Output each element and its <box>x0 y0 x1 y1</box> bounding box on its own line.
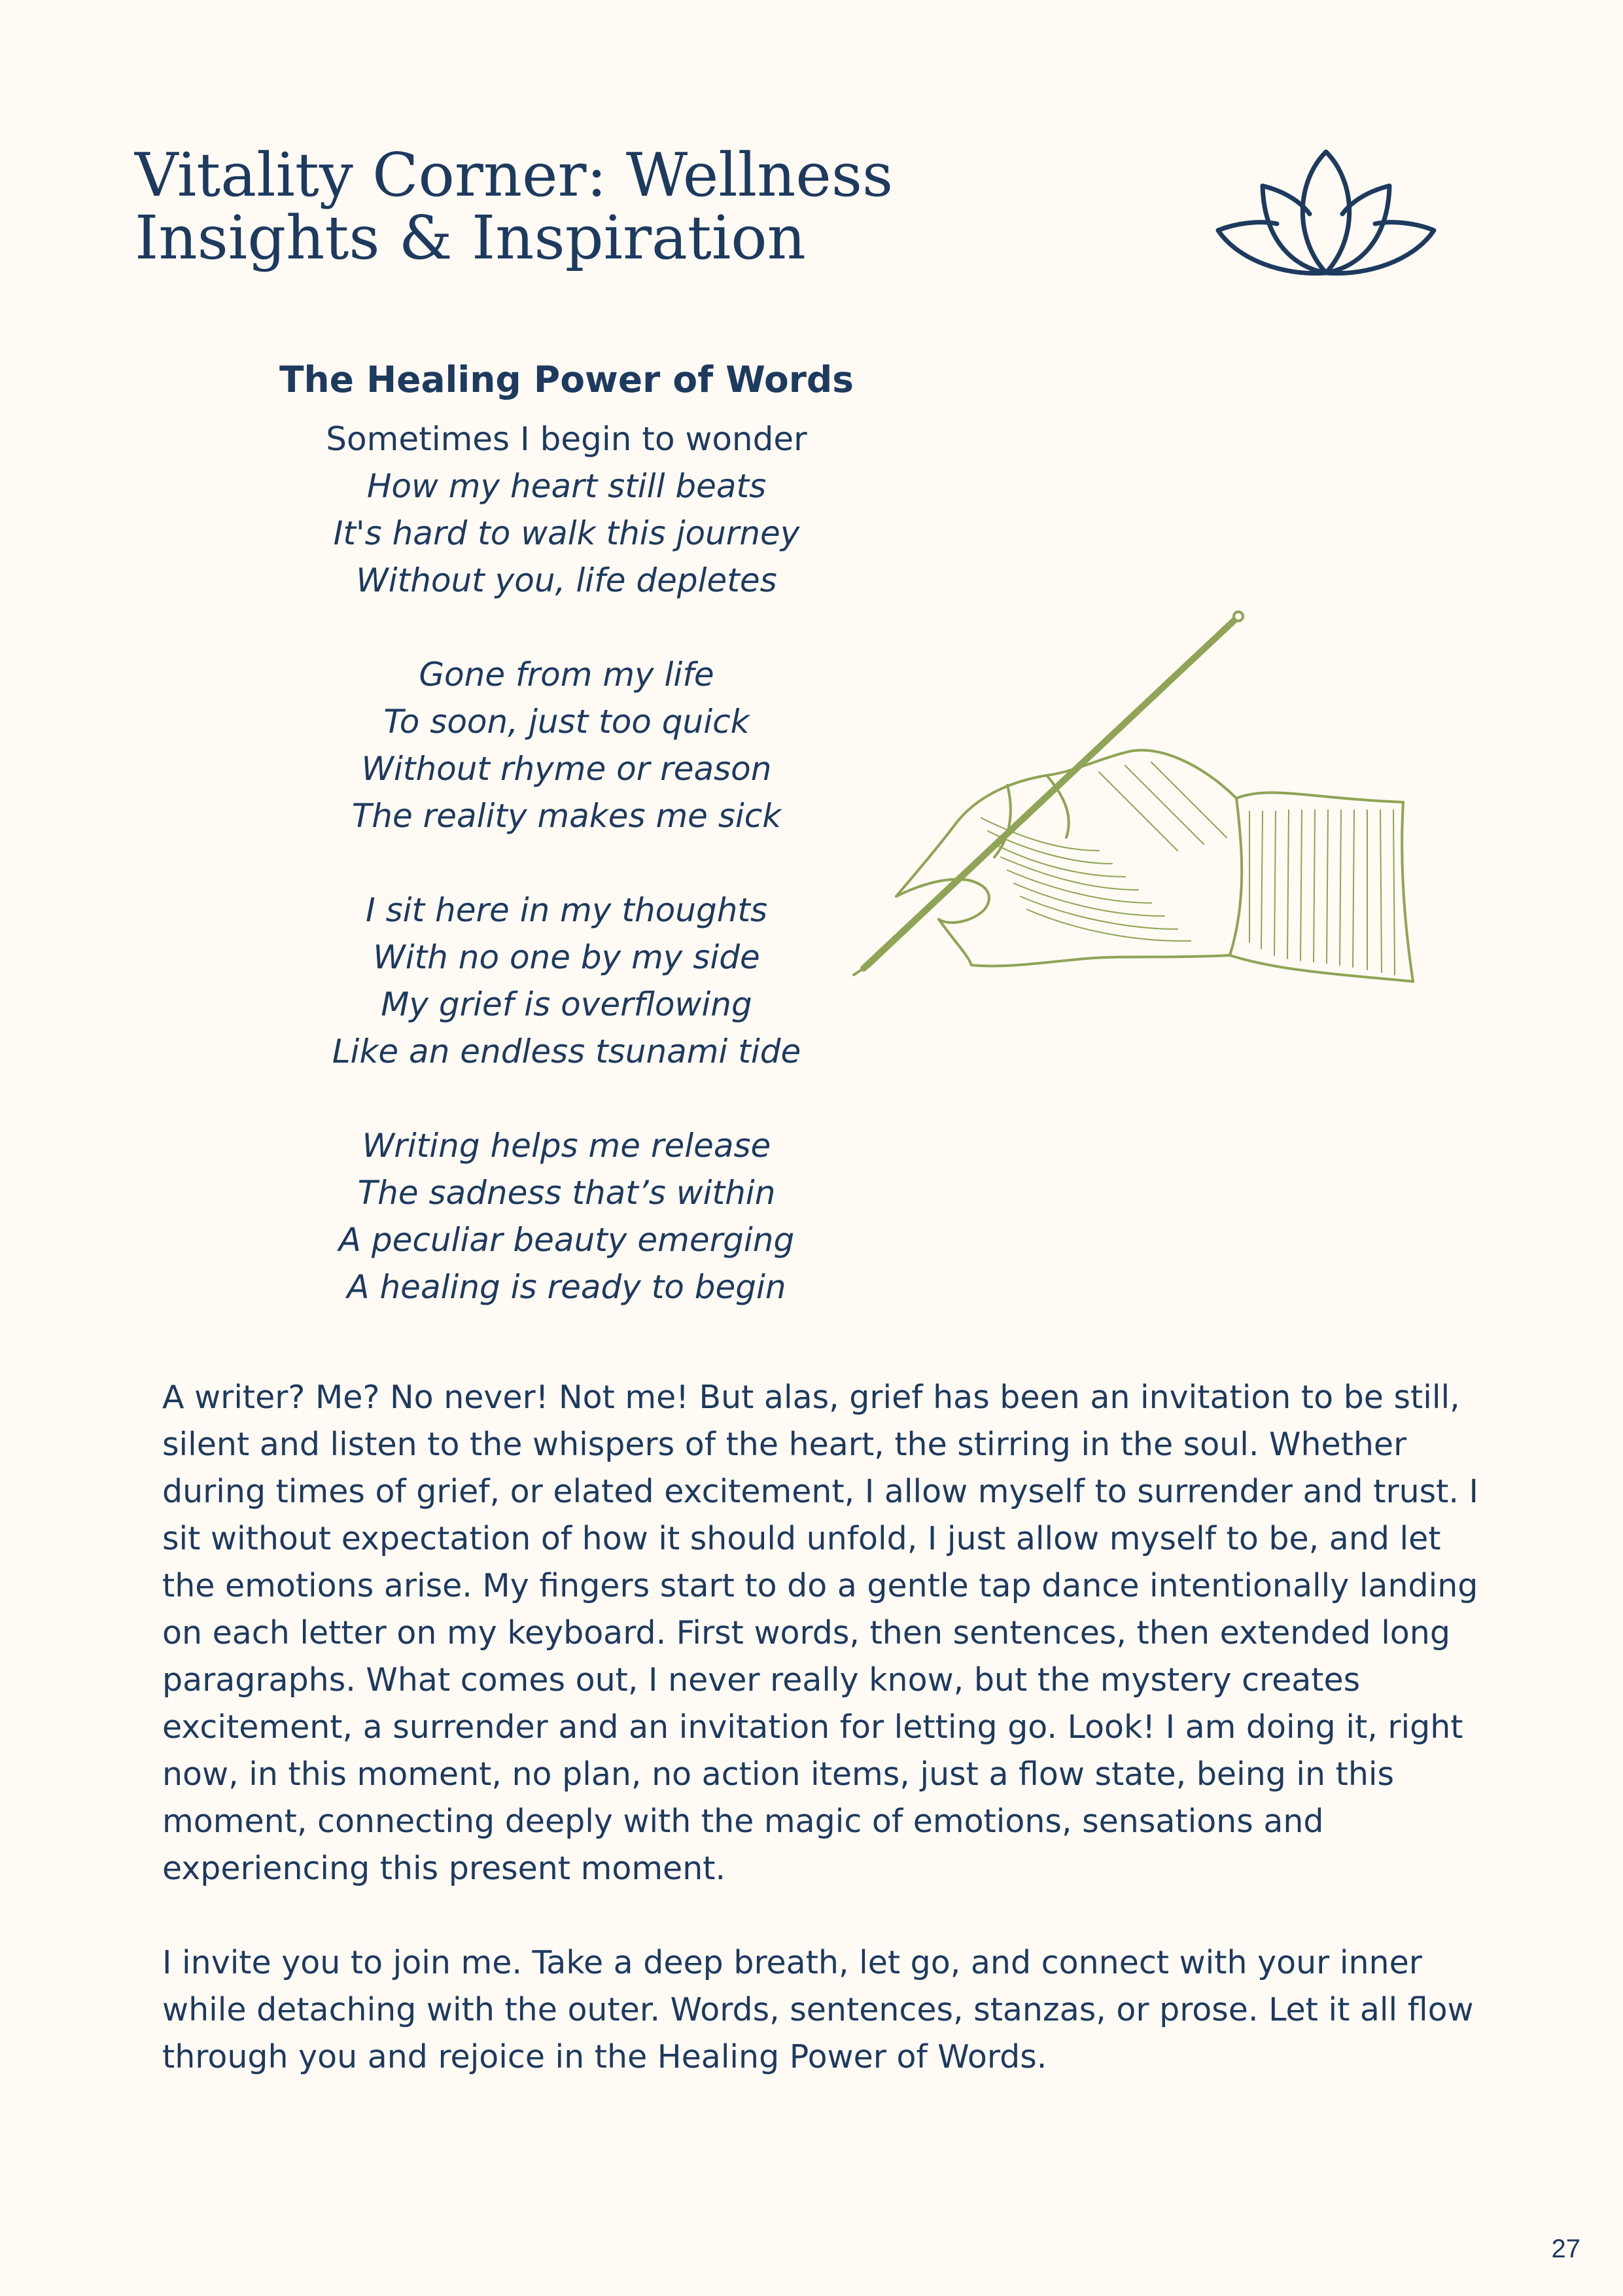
poem-line: To soon, just too quick <box>383 703 750 741</box>
article-paragraph-2: I invite you to join me. Take a deep breath, let go, and connect with your inner while detaching with the outer. Words, sentences, stanzas, or prose. Let it all flow through you and rejoice in the Healing Power of Words. <box>162 1944 1474 2075</box>
poem-line: The sadness that’s within <box>357 1174 776 1212</box>
poem-stanza-1 <box>242 415 891 604</box>
poem <box>242 350 891 1311</box>
lotus-icon <box>1212 145 1440 283</box>
poem-stanza-4 <box>242 1122 891 1311</box>
poem-line: A peculiar beauty emerging <box>338 1221 795 1259</box>
poem-line: A healing is ready to begin <box>347 1268 786 1306</box>
article-paragraph-1: A writer? Me? No never! Not me! But alas, grief has been an invitation to be still, silent and listen to the whispers of the heart, the stirring in the soul. Whether during times of grief, or elated excitement, I allow myself to surrender and trust. I sit without expectation of how it should unfold, I just allow myself to be, and let the emotions arise. My fingers start to do a gentle tap dance intentionally landing on each letter on my keyboard. First words, then sentences, then extended long paragraphs. What comes out, I never really know, but the mystery creates excitement, a surrender and an invitation for letting go. Look! I am doing it, right now, in this moment, no plan, no action items, just a flow state, being in this moment, connecting deeply with the magic of emotions, sensations and experiencing this present moment. <box>162 1379 1478 1887</box>
page-title <box>135 140 1051 273</box>
poem-line: I sit here in my thoughts <box>365 891 768 929</box>
poem-stanza-3 <box>242 887 891 1075</box>
page-number: 27 <box>1551 2234 1580 2263</box>
poem-line: Without rhyme or reason <box>361 750 772 788</box>
poem-line: My grief is overflowing <box>381 985 752 1023</box>
poem-line: Gone from my life <box>419 656 714 694</box>
poem-line: Writing helps me release <box>362 1127 771 1165</box>
poem-line: The reality makes me sick <box>351 797 782 835</box>
page-title-line-2: Insights & Inspiration <box>135 203 806 273</box>
poem-stanza-2 <box>242 651 891 839</box>
poem-title: The Healing Power of Words <box>279 359 854 400</box>
poem-line: With no one by my side <box>373 938 760 976</box>
poem-line: How my heart still beats <box>366 467 767 505</box>
poem-line: It's hard to walk this journey <box>333 514 800 552</box>
poem-line: Without you, life depletes <box>356 561 777 599</box>
hand-writing-with-pen-illustration <box>850 602 1426 1008</box>
article-body <box>162 1374 1490 2081</box>
poem-line: Like an endless tsunami tide <box>332 1033 801 1070</box>
poem-line: Sometimes I begin to wonder <box>326 420 807 458</box>
page-title-line-1: Vitality Corner: Wellness <box>135 140 894 210</box>
